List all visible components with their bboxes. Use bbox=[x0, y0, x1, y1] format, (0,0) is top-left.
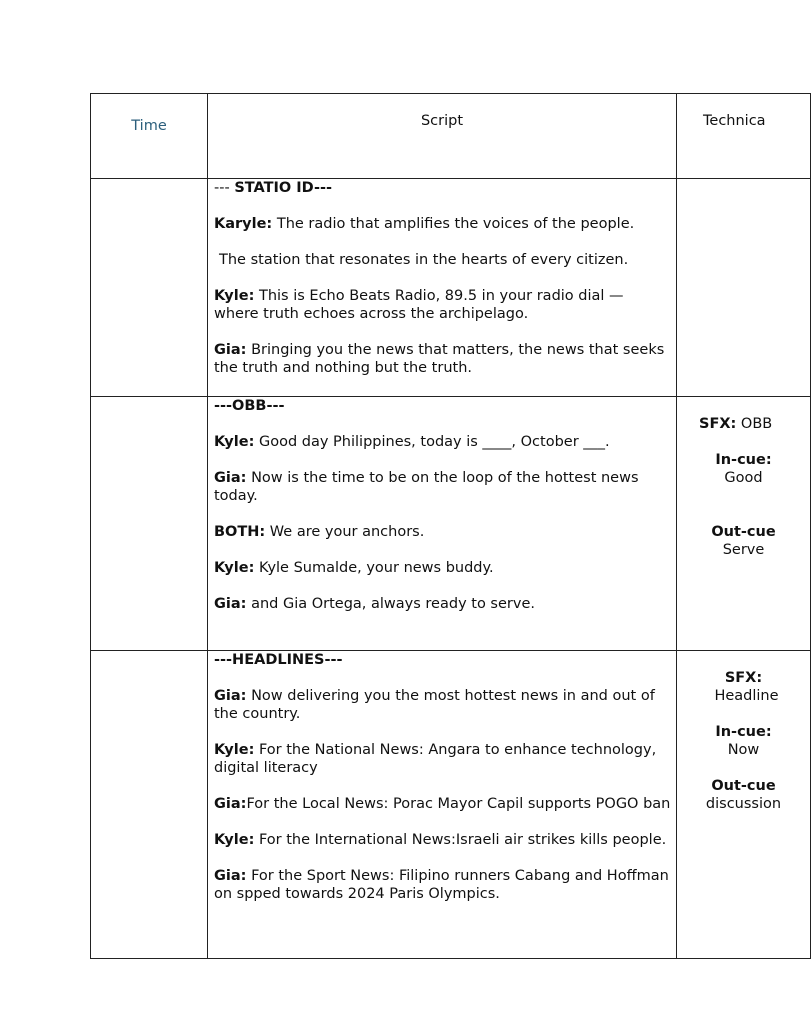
script-header-cell bbox=[208, 94, 677, 179]
technical-header: Technica bbox=[703, 113, 766, 129]
script-line bbox=[214, 741, 672, 777]
line-text: For the Sport News: Filipino runners Cabang and Hoffman on spped towards 2024 Paris Olympics. bbox=[214, 868, 669, 902]
sfx-cue: SFX: Headline bbox=[714, 670, 779, 704]
line-text: Now delivering you the most hottest news in and out of the country. bbox=[214, 688, 655, 722]
speaker-label: Gia: bbox=[214, 688, 247, 704]
section-title: ---OBB--- bbox=[214, 398, 285, 414]
speaker-label: Karyle: bbox=[214, 216, 273, 232]
script-line bbox=[214, 559, 672, 577]
line-text: Kyle Sumalde, your news buddy. bbox=[254, 560, 494, 576]
line-text: For the Local News: Porac Mayor Capil supports POGO ban bbox=[246, 796, 671, 812]
station-id-script-cell bbox=[208, 179, 677, 397]
script-line bbox=[214, 287, 672, 323]
header-row bbox=[91, 94, 811, 179]
line-text: Now is the time to be on the loop of the hottest news today. bbox=[214, 470, 639, 504]
line-text: Good day Philippines, today is ____, October ___. bbox=[254, 434, 610, 450]
script-line bbox=[214, 215, 672, 233]
obb-row bbox=[91, 397, 811, 651]
time-cell bbox=[91, 179, 208, 397]
headlines-script-cell bbox=[208, 651, 677, 959]
speaker-label: Gia: bbox=[214, 596, 247, 612]
speaker-label: Gia: bbox=[214, 796, 247, 812]
speaker-label: Kyle: bbox=[214, 560, 255, 576]
line-text: Bringing you the news that matters, the news that seeks the truth and nothing but the truth. bbox=[214, 342, 665, 376]
headlines-technical-cell bbox=[677, 651, 811, 959]
technical-header-cell bbox=[677, 94, 811, 179]
headlines-row bbox=[91, 651, 811, 959]
time-cell bbox=[91, 651, 208, 959]
section-title: --- STATIO ID--- bbox=[214, 180, 333, 196]
script-line bbox=[214, 433, 672, 451]
line-text: For the National News: Angara to enhance technology, digital literacy bbox=[214, 742, 657, 776]
script-table bbox=[90, 93, 811, 959]
speaker-label: Kyle: bbox=[214, 434, 255, 450]
speaker-label: Kyle: bbox=[214, 742, 255, 758]
time-header-cell bbox=[91, 94, 208, 179]
line-text: We are your anchors. bbox=[265, 524, 425, 540]
obb-technical-cell bbox=[677, 397, 811, 651]
speaker-label: BOTH: bbox=[214, 524, 266, 540]
line-text: and Gia Ortega, always ready to serve. bbox=[246, 596, 535, 612]
speaker-label: Gia: bbox=[214, 868, 247, 884]
time-header: Time bbox=[131, 118, 167, 134]
station-id-row bbox=[91, 179, 811, 397]
speaker-label: Gia: bbox=[214, 342, 247, 358]
script-line bbox=[214, 469, 672, 505]
line-text: The radio that amplifies the voices of the people. bbox=[272, 216, 635, 232]
script-line bbox=[214, 341, 672, 377]
obb-script-cell bbox=[208, 397, 677, 651]
speaker-label: Kyle: bbox=[214, 832, 255, 848]
line-text: The station that resonates in the hearts of every citizen. bbox=[219, 252, 629, 268]
speaker-label: Gia: bbox=[214, 470, 247, 486]
out-cue: Out-cue discussion bbox=[705, 778, 782, 812]
line-text: This is Echo Beats Radio, 89.5 in your radio dial — where truth echoes across the archipelago. bbox=[214, 288, 624, 322]
in-cue: In-cue: Good bbox=[715, 452, 772, 486]
out-cue: Out-cue Serve bbox=[711, 524, 776, 558]
line-text: For the International News:Israeli air strikes kills people. bbox=[254, 832, 667, 848]
script-line bbox=[214, 831, 672, 849]
script-line bbox=[214, 867, 672, 903]
sfx-cue: SFX: OBB bbox=[699, 416, 773, 432]
technical-cell bbox=[677, 179, 811, 397]
script-line bbox=[214, 795, 672, 813]
speaker-label: Kyle: bbox=[214, 288, 255, 304]
script-header: Script bbox=[420, 113, 464, 129]
in-cue: In-cue: Now bbox=[715, 724, 772, 758]
script-line bbox=[214, 523, 672, 541]
script-line bbox=[214, 687, 672, 723]
section-title: ---HEADLINES--- bbox=[214, 652, 343, 668]
time-cell bbox=[91, 397, 208, 651]
script-line bbox=[214, 251, 672, 269]
script-line bbox=[214, 595, 672, 613]
